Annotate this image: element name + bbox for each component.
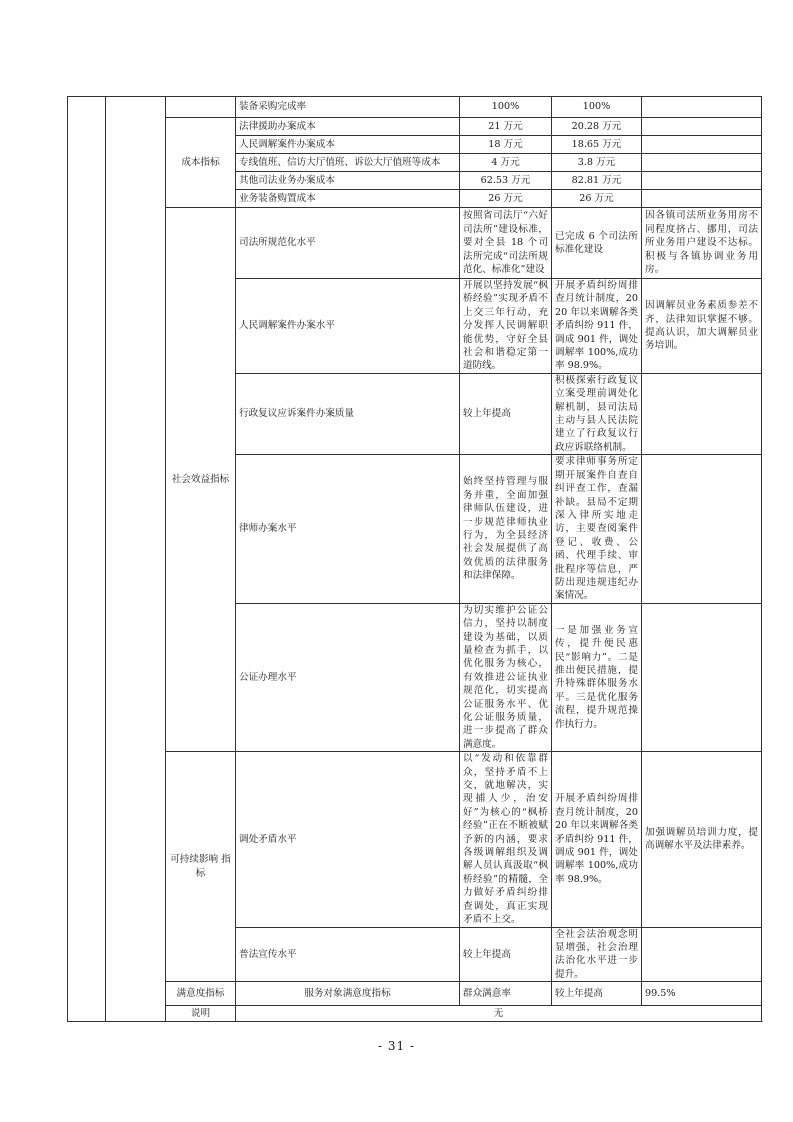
actual-value: 开展矛盾纠纷周排查月统计制度，2020 年以来调解各类矛盾纠纷 911 件，调成 901 件，调处调解率 100%,成功率 98.9%。	[552, 279, 642, 374]
service-satisfaction-indicator-label: 服务对象满意度指标	[236, 982, 460, 1006]
deviation-reason: 加强调解员培训力度，提高调解水平及法律素养。	[642, 752, 762, 927]
actual-value: 82.81 万元	[552, 172, 642, 190]
indicator-name: 业务装备购置成本	[236, 190, 460, 208]
table-row	[68, 118, 762, 136]
target-value: 较上年提高	[460, 927, 552, 982]
target-value: 始终坚持管理与服务并重，全面加强律师队伍建设，进一步规范律师执业行为，为全县经济社会发展提供了高效优质的法律服务和法律保障。	[460, 455, 552, 603]
indicator-name: 其他司法业务办案成本	[236, 172, 460, 190]
indicator-name: 装备采购完成率	[236, 97, 460, 118]
indicator-name: 行政复议应诉案件办案质量	[236, 373, 460, 454]
target-value: 为切实维护公证公信力，坚持以制度建设为基础，以质量检查为抓手，以优化服务为核心，有效推进公证执业规范化，切实提高公证服务水平、优化公证服务质量，进一步提高了群众满意度。	[460, 603, 552, 751]
deviation-reason	[642, 136, 762, 154]
actual-value: 3.8 万元	[552, 154, 642, 172]
deviation-reason	[642, 154, 762, 172]
target-value: 62.53 万元	[460, 172, 552, 190]
actual-value: 一是加强业务宣传，提升便民惠民“影响力”。二是推出便民措施，提升特殊群体服务水平。三是优化服务流程，提升规范操作执行力。	[552, 603, 642, 751]
indicator-name: 公证办理水平	[236, 603, 460, 751]
level3-cell-blank	[166, 97, 236, 118]
actual-value: 要求律师事务所定期开展案件自查自纠评查工作，查漏补缺。县局不定期深入律所实地走访，主要查阅案件登记、收费、公函、代理手续、审批程序等信息，严防出现违规违纪办案情况。	[552, 455, 642, 603]
target-value: 开展以坚持发展“枫桥经验”实现矛盾不上交三年行动，充分发挥人民调解职能优势，守好全县社会和谐稳定第一道防线。	[460, 279, 552, 374]
deviation-reason	[642, 455, 762, 603]
cost-indicator-label: 成本指标	[166, 118, 236, 208]
social-benefit-indicator-label: 社会效益指标	[166, 208, 236, 752]
target-value: 21 万元	[460, 118, 552, 136]
target-value: 100%	[460, 97, 552, 118]
target-value: 按照省司法厅“六好司法所”建设标准，要对全县 18 个司法所完成“司法所规范化、标准化”建设	[460, 208, 552, 279]
deviation-reason	[642, 190, 762, 208]
target-value: 较上年提高	[460, 373, 552, 454]
deviation-reason: 因各镇司法所业务用房不同程度挤占、挪用，司法所业务用户建设不达标。积极与各镇协调业务用房。	[642, 208, 762, 279]
target-value: 4 万元	[460, 154, 552, 172]
indicator-name: 司法所规范化水平	[236, 208, 460, 279]
indicator-name: 普法宣传水平	[236, 927, 460, 982]
indicator-name: 法律援助办案成本	[236, 118, 460, 136]
actual-value: 已完成 6 个司法所标准化建设	[552, 208, 642, 279]
level1-cell-blank	[68, 97, 106, 1022]
target-value: 26 万元	[460, 190, 552, 208]
actual-value: 99.5%	[642, 982, 762, 1006]
indicator-name: 调处矛盾水平	[236, 752, 460, 927]
deviation-reason	[642, 603, 762, 751]
performance-indicator-table	[67, 96, 762, 1022]
deviation-reason: 因调解员业务素质参差不齐，法律知识掌握不够。提高认识，加大调解员业务培训。	[642, 279, 762, 374]
actual-value: 开展矛盾纠纷周排查月统计制度，2020 年以来调解各类矛盾纠纷 911 件，调成 901 件，调处调解率 100%,成功率 98.9%。	[552, 752, 642, 927]
table-row	[68, 752, 762, 927]
table-row	[68, 97, 762, 118]
deviation-reason	[642, 97, 762, 118]
level2-cell-blank	[106, 97, 166, 1022]
indicator-name: 人民调解案件办案水平	[236, 279, 460, 374]
deviation-reason	[642, 927, 762, 982]
actual-value: 18.65 万元	[552, 136, 642, 154]
actual-value: 积极探索行政复议立案受理前调处化解机制，县司法局主动与县人民法院建立了行政复议行政应诉联络机制。	[552, 373, 642, 454]
indicator-name: 群众满意率	[460, 982, 552, 1006]
target-value: 以“发动和依靠群众，坚持矛盾不上交，就地解决，实现捕人少，治安好”为核心的“枫桥经验”正在不断被赋予新的内涵，要求各级调解组织及调解人员认真汲取“枫桥经验”的精髓，全力做好矛盾纠纷排查调处，真正实现矛盾不上交。	[460, 752, 552, 927]
indicator-name: 人民调解案件办案成本	[236, 136, 460, 154]
sustainable-impact-indicator-label: 可持续影响 指标	[166, 752, 236, 982]
deviation-reason	[642, 172, 762, 190]
actual-value: 全社会法治观念明显增强，社会治理法治化水平进一步提升。	[552, 927, 642, 982]
deviation-reason	[642, 373, 762, 454]
target-value: 18 万元	[460, 136, 552, 154]
actual-value: 26 万元	[552, 190, 642, 208]
actual-value: 100%	[552, 97, 642, 118]
page-number: - 31 -	[377, 1039, 415, 1053]
table-row	[68, 208, 762, 279]
satisfaction-indicator-label: 满意度指标	[166, 982, 236, 1006]
note-value: 无	[236, 1006, 762, 1022]
deviation-reason	[642, 118, 762, 136]
indicator-name: 专线值班、信访大厅值班、诉讼大厅值班等成本	[236, 154, 460, 172]
indicator-name: 律师办案水平	[236, 455, 460, 603]
table-row	[68, 1006, 762, 1022]
table-row	[68, 982, 762, 1006]
note-label: 说明	[166, 1006, 236, 1022]
target-value: 较上年提高	[552, 982, 642, 1006]
actual-value: 20.28 万元	[552, 118, 642, 136]
